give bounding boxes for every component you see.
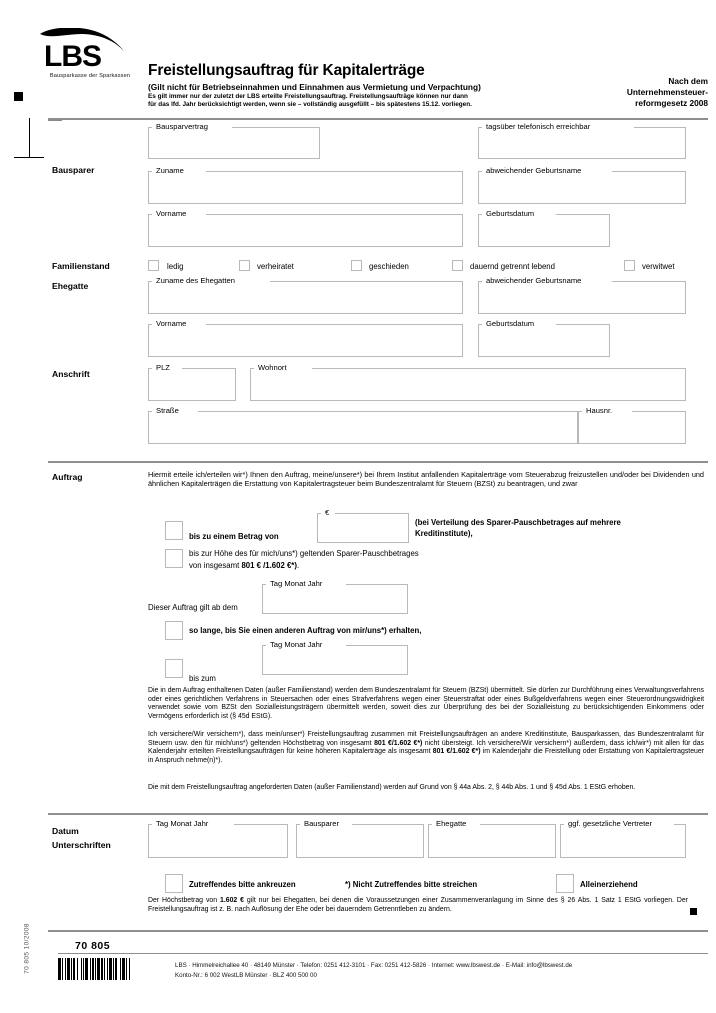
pauschbetrag-pre: von insgesamt: [189, 561, 242, 570]
checkbox-dauernd-getrennt-lebend[interactable]: [452, 260, 463, 271]
field-signature-ehegatte-label: Ehegatte: [433, 818, 469, 829]
field-wohnort[interactable]: [250, 363, 686, 401]
label-bis-zum: bis zum: [189, 674, 216, 683]
euro-symbol: €: [322, 507, 332, 518]
note-verteilung-line1: (bei Verteilung des Sparer-Pauschbetrages auf mehrere: [415, 518, 621, 527]
field-zuname[interactable]: [148, 166, 463, 204]
checkbox-dauernd-getrennt-lebend-label: dauernd getrennt lebend: [470, 262, 555, 271]
field-geburtsname[interactable]: [478, 166, 686, 204]
pauschbetrag-post: .: [296, 561, 300, 570]
hint-zutreffendes-ankreuzen: Zutreffendes bitte ankreuzen: [189, 880, 296, 889]
checkbox-ledig-label: ledig: [167, 262, 184, 271]
header-note-line2: für das lfd. Jahr berücksichtigt werden, wenn sie – vollständig ausgefüllt – bis spätestens 15.12. vorliegen.: [148, 101, 472, 109]
form-number: 70 805: [75, 940, 111, 952]
checkbox-verheiratet-label: verheiratet: [257, 262, 294, 271]
field-gilt-ab-datum[interactable]: [262, 579, 408, 614]
note-verteilung-line2: Kreditinstitute),: [415, 529, 473, 538]
field-plz-label: PLZ: [153, 362, 173, 373]
field-ehegatte-geburtsname[interactable]: [478, 276, 686, 314]
checkbox-verwitwet-label: verwitwet: [642, 262, 675, 271]
header-note: [148, 93, 568, 110]
field-geburtsdatum[interactable]: [478, 209, 610, 247]
section-caption-ehegatte: Ehegatte: [52, 281, 89, 291]
checkbox-geschieden-label: geschieden: [369, 262, 409, 271]
registration-mark-top: [14, 92, 23, 101]
legal-p2-part-e: im Kalenderjahr die Freistellung oder Erstattung von Kapitalertragsteuer in Anspruch nehme(n)*).: [148, 748, 704, 765]
field-telefon[interactable]: [478, 122, 686, 159]
pauschbetrag-amount: 801 € /1.602 €*): [241, 561, 297, 570]
checkbox-zutreffendes-ankreuzen[interactable]: [165, 874, 183, 893]
field-bis-zum-datum[interactable]: [262, 640, 408, 675]
section-caption-bausparer: Bausparer: [52, 165, 95, 175]
law-ref-line2: Unternehmensteuer-: [626, 87, 708, 97]
field-signature-datum-label: Tag Monat Jahr: [153, 818, 211, 829]
field-gilt-ab-datum-label: Tag Monat Jahr: [267, 578, 325, 589]
field-ehegatte-zuname-label: Zuname des Ehegatten: [153, 275, 238, 286]
lbs-logo: [38, 28, 142, 79]
checkbox-so-lange[interactable]: [165, 621, 183, 640]
footer-divider-bottom: [58, 953, 708, 954]
field-bis-zum-datum-label: Tag Monat Jahr: [267, 639, 325, 650]
field-strasse[interactable]: [148, 406, 578, 444]
section-caption-auftrag: Auftrag: [52, 472, 83, 482]
footnote-hoechstbetrag: [148, 897, 688, 914]
field-signature-vertreter[interactable]: [560, 819, 686, 858]
field-geburtsname-label: abweichender Geburtsname: [483, 165, 584, 176]
footer-contact: [175, 961, 715, 980]
footer-divider-top: [48, 930, 708, 932]
footnote-post: gilt nur bei Ehegatten, bei denen die Voraussetzungen einer Zusammenveranlagung im Sinne des § 26 Abs. 1 Satz 1 EStG vorliegen. Der Freistellungsauftrag ist z. B. nach Auflösung der Ehe oder bei dauerndem Getrenntleben zu ändern.: [148, 897, 688, 913]
field-ehegatte-geburtsdatum[interactable]: [478, 319, 610, 357]
section-divider-auftrag: [48, 461, 708, 463]
field-telefon-label: tagsüber telefonisch erreichbar: [483, 121, 593, 132]
form-side-code: 70 805 10/2008: [23, 923, 31, 974]
field-bausparvertrag-label: Bausparvertrag: [153, 121, 211, 132]
header-law-reference: [560, 76, 708, 109]
barcode: [58, 958, 133, 980]
field-signature-datum[interactable]: [148, 819, 288, 858]
footer-contact-line1: LBS · Himmelreichallee 40 · 48149 Münster · Telefon: 0251 412-3101 · Fax: 0251 412-5826 · Internet: www.lbswest.de · E-Mail: info@lbswest.de: [175, 962, 573, 969]
section-caption-familienstand: Familienstand: [52, 261, 110, 271]
section-caption-anschrift: Anschrift: [52, 369, 90, 379]
section-divider-unterschriften: [48, 813, 708, 815]
footnote-pre: Der Höchstbetrag von: [148, 897, 220, 904]
auftrag-intro-text: Hiermit erteile ich/erteilen wir*) Ihnen den Auftrag, meine/unsere*) bei Ihrem Institut anfallenden Kapitalerträge vom Steuerabzug freizustellen und/oder bei Dividenden und ähnlichen Kapitalerträgen die Erstattung von Kapitalertragsteuer beim Bundeszentralamt für Steuern (BZSt) zu beantragen, und zwar: [148, 470, 704, 489]
label-bis-zu-betrag: bis zu einem Betrag von: [189, 532, 279, 541]
legal-paragraph-1: Die in dem Auftrag enthaltenen Daten (außer Familienstand) werden dem Bundeszentralamt für Steuern (BZSt) übermittelt. Sie dürfen zur Durchführung eines Verwaltungsverfahrens oder eines gerichtlichen Verfahrens in Steuersachen oder eines Strafverfahrens wegen einer Steuerstraftat oder eines Bußgeldverfahrens wegen einer Steuerordnungswidrigkeit verwendet sowie vom BZSt den Sozialleistungsträgern übermittelt werden, soweit dies zur Überprüfung des bei der Sozialleistung zu berücksichtigenden Einkommens oder Vermögens erforderlich ist (§ 45d EStG).: [148, 687, 704, 721]
legal-paragraph-2: [148, 731, 704, 766]
field-hausnr-label: Hausnr.: [583, 405, 615, 416]
section-caption-datum: Datum: [52, 826, 79, 836]
field-ehegatte-zuname[interactable]: [148, 276, 463, 314]
legal-paragraph-3: Die mit dem Freistellungsauftrag angeforderten Daten (außer Familienstand) werden auf Grund von § 44a Abs. 2, § 44b Abs. 1 und § 45d Abs. 1 EStG erhoben.: [148, 784, 636, 791]
checkbox-alleinerziehend[interactable]: [556, 874, 574, 893]
label-pauschbetrag-line2: [189, 561, 299, 570]
field-ehegatte-vorname-label: Vorname: [153, 318, 189, 329]
field-signature-ehegatte[interactable]: [428, 819, 556, 858]
label-pauschbetrag-line1: bis zur Höhe des für mich/uns*) geltenden Sparer-Pauschbetrages: [189, 549, 419, 558]
field-vorname-label: Vorname: [153, 208, 189, 219]
footnote-amount: 1.602 €: [219, 897, 244, 904]
checkbox-bis-zum[interactable]: [165, 659, 183, 678]
legal-p2-amount-1: 801 €/1.602 €*): [374, 739, 423, 747]
crop-mark-left: [14, 118, 44, 158]
page-subtitle: (Gilt nicht für Betriebseinnahmen und Einnahmen aus Vermietung und Verpachtung): [148, 82, 481, 92]
field-zuname-label: Zuname: [153, 165, 187, 176]
field-ehegatte-geburtsname-label: abweichender Geburtsname: [483, 275, 584, 286]
field-geburtsdatum-label: Geburtsdatum: [483, 208, 537, 219]
field-wohnort-label: Wohnort: [255, 362, 290, 373]
law-ref-line1: Nach dem: [668, 76, 708, 86]
checkbox-geschieden[interactable]: [351, 260, 362, 271]
field-signature-bausparer-label: Bausparer: [301, 818, 342, 829]
field-signature-bausparer[interactable]: [296, 819, 424, 858]
checkbox-bis-zu-betrag[interactable]: [165, 521, 183, 540]
hint-nicht-zutreffendes-streichen: *) Nicht Zutreffendes bitte streichen: [345, 880, 478, 889]
lbs-logo-tagline: Bausparkasse der Sparkassen: [49, 73, 131, 79]
label-so-lange: so lange, bis Sie einen anderen Auftrag von mir/uns*) erhalten,: [189, 626, 422, 635]
field-signature-vertreter-label: ggf. gesetzliche Vertreter: [565, 818, 655, 829]
checkbox-ledig[interactable]: [148, 260, 159, 271]
checkbox-verheiratet[interactable]: [239, 260, 250, 271]
field-vorname[interactable]: [148, 209, 463, 247]
page-title: Freistellungsauftrag für Kapitalerträge: [148, 62, 425, 79]
field-hausnr[interactable]: [578, 406, 686, 444]
field-ehegatte-geburtsdatum-label: Geburtsdatum: [483, 318, 537, 329]
legal-p2-amount-2: 801 €/1.602 €*): [432, 748, 481, 756]
footer-contact-line2: Konto-Nr.: 6 002 WestLB Münster · BLZ 400 500 00: [175, 971, 317, 979]
registration-mark-bottom: [690, 908, 697, 915]
field-betrag[interactable]: [317, 508, 409, 543]
svg-text:LBS: LBS: [44, 40, 101, 72]
field-plz[interactable]: [148, 363, 236, 401]
hint-alleinerziehend: Alleinerziehend: [580, 880, 638, 889]
checkbox-pauschbetrag[interactable]: [165, 549, 183, 568]
law-ref-line3: reformgesetz 2008: [635, 98, 708, 108]
legal-p2-part-a: Ich versichere/Wir versichern*), dass mein/unser*) Freistellungsauftrag zusammen mit Freistellungsaufträgen an andere Kreditinstitute, Bausparkassen, das Bundeszentralamt für Steuern usw. den für mich/uns*) geltenden Höchstbetrag von insgesamt: [148, 731, 704, 747]
field-ehegatte-vorname[interactable]: [148, 319, 463, 357]
section-caption-unterschriften: Unterschriften: [52, 840, 111, 850]
field-bausparvertrag[interactable]: [148, 122, 320, 159]
header-note-line1: Es gilt immer nur der zuletzt der LBS erteilte Freistellungsauftrag. Freistellungsaufträge können nur dann: [148, 93, 468, 100]
header-divider: [48, 118, 708, 120]
legal-p2-part-c: nicht übersteigt. Ich versichere/Wir versichern*) außerdem, dass ich/wir*) mit allen für das Kalenderjahr erteilten Freistellungsaufträgen für keine höheren Kapitalerträge als insgesamt: [148, 739, 704, 756]
checkbox-verwitwet[interactable]: [624, 260, 635, 271]
field-strasse-label: Straße: [153, 405, 182, 416]
label-gilt-ab-dem: Dieser Auftrag gilt ab dem: [148, 603, 238, 612]
